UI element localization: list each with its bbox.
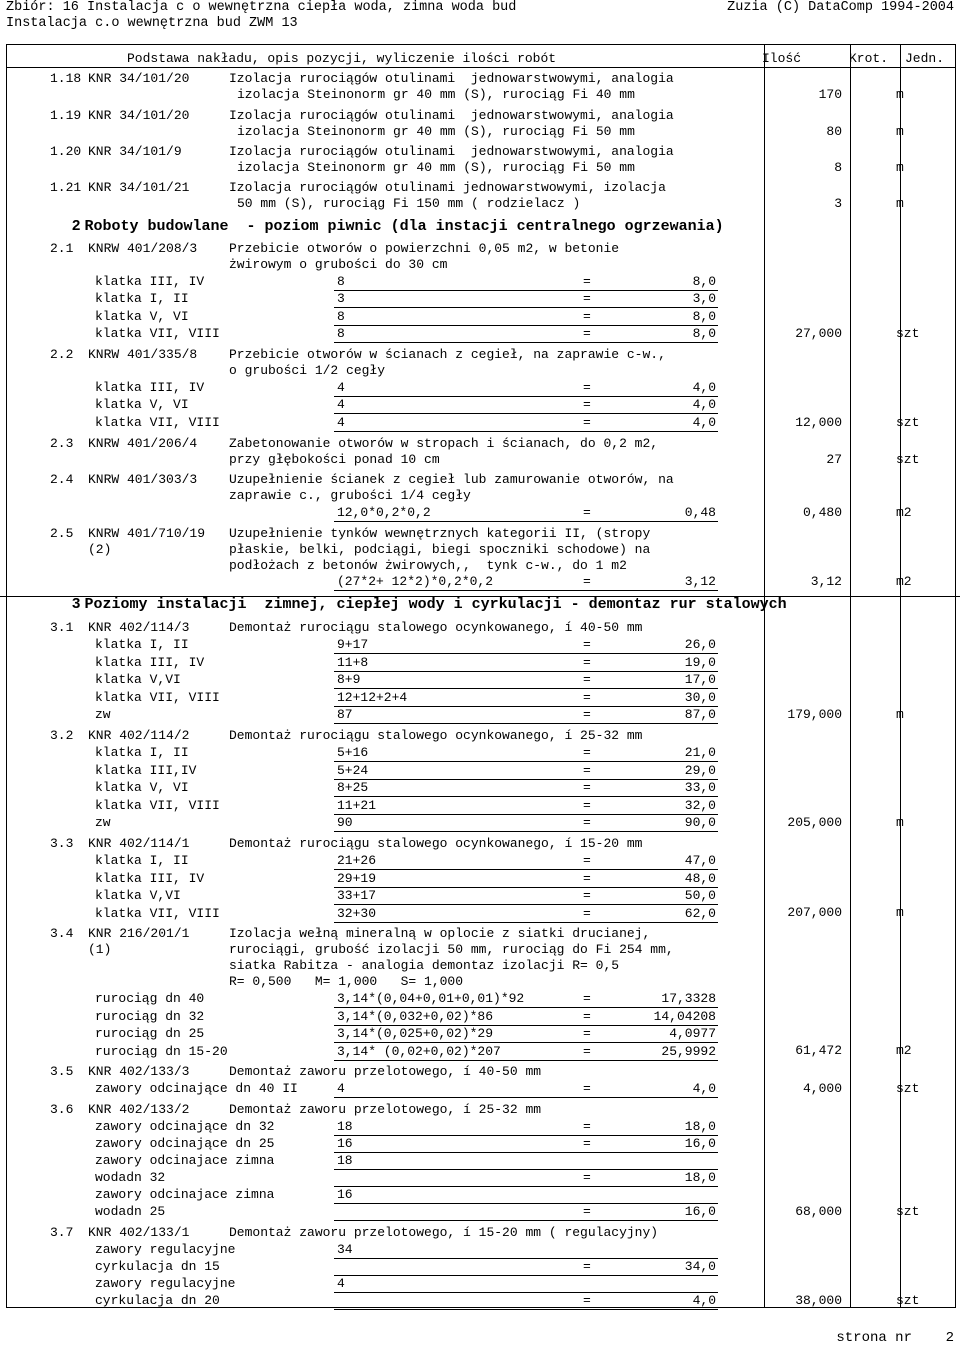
calc-equals: = <box>583 905 591 921</box>
position-description: płaskie, belki, podciągi, biegi spoczniki schodowe) na <box>229 542 651 557</box>
calc-result: 19,0 <box>684 654 716 670</box>
position-description: żwirowym o grubości do 30 cm <box>229 257 448 272</box>
calc-expression: 8+9 <box>337 672 361 687</box>
underline-rule <box>334 1169 718 1170</box>
calc-result: 30,0 <box>684 689 716 705</box>
calc-label: klatka VII, VIII <box>95 414 220 430</box>
position-norm: KNR 402/114/1 <box>88 836 190 851</box>
calc-expression: 8+25 <box>337 780 369 795</box>
calc-equals: = <box>583 780 591 795</box>
calc-expression: 12,0*0,2*0,2 <box>337 505 431 520</box>
underline-rule <box>334 671 718 672</box>
calc-label: klatka V, VI <box>95 308 189 324</box>
position-norm: KNR 34/101/21 <box>88 180 190 195</box>
calc-label: zawory regulacyjne <box>95 1242 236 1257</box>
position-norm: KNR 402/114/3 <box>88 620 190 635</box>
calc-result: 48,0 <box>684 870 716 886</box>
calc-equals: = <box>583 853 591 868</box>
position-quantity: 205,000 <box>787 815 842 830</box>
header-subtitle: Instalacja c.o wewnętrzna bud ZWM 13 <box>6 16 298 31</box>
calc-expression: 16 <box>337 1187 353 1202</box>
calc-label: klatka III, IV <box>95 654 205 670</box>
calc-equals: = <box>583 1204 591 1219</box>
calc-expression: 8 <box>337 325 345 341</box>
underline-rule <box>334 869 718 870</box>
position-unit: m <box>896 815 904 830</box>
calc-label: rurociąg dn 25 <box>95 1026 205 1041</box>
calc-result: 17,0 <box>684 672 716 687</box>
position-description: przy głębokości ponad 10 cm <box>229 452 440 467</box>
calc-expression: 18 <box>337 1153 353 1168</box>
calc-label: klatka VII, VIII <box>95 797 220 813</box>
calc-equals: = <box>583 654 591 670</box>
calc-equals: = <box>583 991 591 1006</box>
underline-rule <box>334 1275 718 1276</box>
position-description: izolacja Steinonorm gr 40 mm (S), rurociąg Fi 40 mm <box>237 87 635 102</box>
calc-expression: 11+21 <box>337 797 377 813</box>
calc-result: 50,0 <box>684 888 716 903</box>
calc-equals: = <box>583 1081 591 1096</box>
position-description: o grubości 1/2 cegły <box>229 363 386 378</box>
calc-expression: (27*2+ 12*2)*0,2*0,2 <box>337 574 494 589</box>
position-norm: KNR 216/201/1 <box>88 926 190 941</box>
calc-equals: = <box>583 1026 591 1041</box>
underline-rule <box>334 521 718 522</box>
position-quantity: 80 <box>826 124 842 139</box>
position-description: izolacja Steinonorm gr 40 mm (S), rurociąg Fi 50 mm <box>237 160 635 175</box>
position-norm: KNR 402/114/2 <box>88 728 190 743</box>
position-description: zaprawie c., grubości 1/4 cegły <box>229 488 471 503</box>
underline-rule <box>334 342 718 343</box>
position-unit: szt <box>896 1204 920 1219</box>
calc-result: 25,9992 <box>661 1043 716 1059</box>
underline-rule <box>334 1309 718 1310</box>
underline-rule <box>334 290 718 291</box>
calc-expression: 87 <box>337 707 353 722</box>
calc-label: rurociąg dn 32 <box>95 1008 205 1024</box>
calc-result: 3,12 <box>684 574 716 589</box>
position-description: Izolacja rurociągów otulinami jednowarstwowymi, analogia <box>229 108 674 123</box>
calc-label: rurociąg dn 40 <box>95 991 205 1006</box>
calc-equals: = <box>583 815 591 830</box>
position-quantity: 4,000 <box>802 1081 842 1096</box>
position-unit: szt <box>896 1293 920 1308</box>
calc-label: klatka I, II <box>95 637 189 652</box>
position-unit: szt <box>896 326 920 341</box>
calc-result: 8,0 <box>692 274 716 289</box>
calc-expression: 33+17 <box>337 888 377 903</box>
calc-expression: 8 <box>337 308 345 324</box>
calc-expression: 21+26 <box>337 853 377 868</box>
position-unit: m2 <box>896 574 912 589</box>
position-norm: KNR 34/101/20 <box>88 71 190 86</box>
calc-result: 87,0 <box>684 707 716 722</box>
column-header-description: Podstawa nakładu, opis pozycji, wyliczenie ilości robót <box>127 51 557 66</box>
column-header-multiplier: Krot. <box>849 51 889 66</box>
position-unit: m2 <box>896 505 912 520</box>
position-quantity: 27 <box>826 452 842 467</box>
section-title: Roboty budowlane - poziom piwnic (dla instacji centralnego ogrzewania) <box>84 218 724 235</box>
calc-equals: = <box>583 274 591 289</box>
calc-result: 16,0 <box>684 1136 716 1151</box>
position-description: Przebicie otworów o powierzchni 0,05 m2, w betonie <box>229 241 620 256</box>
calc-equals: = <box>583 1293 591 1308</box>
position-norm: KNR 402/133/3 <box>88 1064 190 1079</box>
calc-result: 18,0 <box>684 1170 716 1185</box>
calc-equals: = <box>583 762 591 778</box>
calc-label: rurociąg dn 15-20 <box>95 1043 228 1059</box>
calc-label: zw <box>95 815 111 830</box>
calc-result: 16,0 <box>684 1204 716 1219</box>
position-description: Demontaż zaworu przelotowego, í 40-50 mm <box>229 1064 542 1079</box>
position-unit: m <box>896 124 904 139</box>
position-unit: szt <box>896 452 920 467</box>
calc-label: zw <box>95 707 111 722</box>
position-description: Izolacja rurociągów otulinami jednowarstwowymi, analogia <box>229 144 674 159</box>
position-description: R= 0,500 M= 1,000 S= 1,000 <box>229 974 464 989</box>
calc-equals: = <box>583 745 591 760</box>
calc-result: 8,0 <box>692 325 716 341</box>
calc-expression: 90 <box>337 815 353 830</box>
position-description: Przebicie otworów w ścianach z cegieł, na zaprawie c-w., <box>229 347 666 362</box>
position-number: 1.20 <box>50 144 82 159</box>
position-description: Izolacja rurociągów otulinami jednowarstwowymi, analogia <box>229 71 674 86</box>
position-description: Izolacja rurociągów otulinami jednowarstwowymi, izolacja <box>229 180 666 195</box>
underline-rule <box>334 1292 718 1293</box>
calc-expression: 9+17 <box>337 637 369 652</box>
calc-label: klatka V,VI <box>95 672 181 687</box>
position-quantity: 0,480 <box>802 505 842 520</box>
header-rule <box>7 67 955 68</box>
calc-equals: = <box>583 870 591 886</box>
calc-expression: 4 <box>337 397 345 413</box>
calc-label: zawory regulacyjne <box>95 1276 236 1291</box>
calc-equals: = <box>583 308 591 324</box>
column-divider <box>764 45 765 1307</box>
calc-result: 90,0 <box>684 815 716 830</box>
position-norm-suffix: (1) <box>88 942 112 957</box>
position-quantity: 8 <box>834 160 842 175</box>
position-number: 3.4 <box>50 926 74 941</box>
position-description: Uzupełnienie tynków wewnętrznych kategorii II, (stropy <box>229 526 651 541</box>
calc-equals: = <box>583 291 591 307</box>
underline-rule <box>334 761 718 762</box>
position-norm-suffix: (2) <box>88 542 112 557</box>
position-unit: m2 <box>896 1043 912 1058</box>
position-norm: KNRW 401/206/4 <box>88 436 198 451</box>
calc-result: 4,0 <box>692 1293 716 1308</box>
position-quantity: 3,12 <box>810 574 842 589</box>
position-description: Demontaż zaworu przelotowego, í 25-32 mm <box>229 1102 542 1117</box>
calc-equals: = <box>583 505 591 520</box>
calc-equals: = <box>583 797 591 813</box>
calc-result: 4,0 <box>692 414 716 430</box>
underline-rule <box>334 325 718 326</box>
calc-expression: 32+30 <box>337 905 377 921</box>
calc-equals: = <box>583 672 591 687</box>
position-number: 3.6 <box>50 1102 74 1117</box>
position-number: 3.5 <box>50 1064 74 1079</box>
underline-rule <box>334 779 718 780</box>
calc-label: klatka III, IV <box>95 380 205 395</box>
calc-result: 17,3328 <box>661 991 716 1006</box>
position-description: podłożach z betonów żwirowych,, tynk c-w., do 1 m2 <box>229 558 627 573</box>
underline-rule <box>334 653 718 654</box>
position-number: 3.1 <box>50 620 74 635</box>
calc-expression: 4 <box>337 380 345 395</box>
position-number: 1.21 <box>50 180 82 195</box>
calc-label: klatka VII, VIII <box>95 325 220 341</box>
calc-equals: = <box>583 414 591 430</box>
calc-label: zawory odcinajace zimna <box>95 1187 275 1202</box>
calc-expression: 12+12+2+4 <box>337 689 408 705</box>
calc-expression: 16 <box>337 1136 353 1151</box>
calc-label: klatka VII, VIII <box>95 689 220 705</box>
position-number: 2.2 <box>50 347 74 362</box>
calc-result: 4,0 <box>692 397 716 413</box>
calc-label: cyrkulacja dn 20 <box>95 1293 220 1308</box>
underline-rule <box>334 706 718 707</box>
underline-rule <box>334 1186 718 1187</box>
calc-result: 32,0 <box>684 797 716 813</box>
calc-expression: 34 <box>337 1242 353 1257</box>
underline-rule <box>334 1220 718 1221</box>
calc-equals: = <box>583 1119 591 1134</box>
underline-rule <box>334 723 718 724</box>
position-number: 1.19 <box>50 108 82 123</box>
position-number: 2.1 <box>50 241 74 256</box>
position-number: 2.3 <box>50 436 74 451</box>
position-norm: KNRW 401/710/19 <box>88 526 206 541</box>
position-quantity: 179,000 <box>787 707 842 722</box>
calc-label: wodadn 25 <box>95 1204 166 1219</box>
calc-expression: 11+8 <box>337 654 369 670</box>
calc-result: 4,0 <box>692 1081 716 1096</box>
section-heading <box>72 596 787 613</box>
calc-result: 4,0977 <box>669 1026 716 1041</box>
calc-equals: = <box>583 1136 591 1151</box>
calc-label: zawory odcinające dn 40 II <box>95 1081 298 1096</box>
calc-expression: 4 <box>337 414 345 430</box>
calc-result: 33,0 <box>684 780 716 795</box>
position-norm: KNR 34/101/9 <box>88 144 182 159</box>
calc-expression: 3,14*(0,025+0,02)*29 <box>337 1026 494 1041</box>
column-header-unit: Jedn. <box>905 51 945 66</box>
position-unit: m <box>896 905 904 920</box>
calc-label: cyrkulacja dn 15 <box>95 1259 220 1274</box>
position-quantity: 12,000 <box>795 415 842 430</box>
calc-equals: = <box>583 689 591 705</box>
calc-result: 14,04208 <box>653 1008 716 1024</box>
calc-result: 21,0 <box>684 745 716 760</box>
position-quantity: 38,000 <box>795 1293 842 1308</box>
underline-rule <box>334 796 718 797</box>
position-unit: szt <box>896 1081 920 1096</box>
position-unit: szt <box>896 415 920 430</box>
calc-label: zawory odcinajace zimna <box>95 1153 275 1168</box>
calc-expression: 4 <box>337 1276 345 1291</box>
calc-label: klatka I, II <box>95 745 189 760</box>
position-quantity: 207,000 <box>787 905 842 920</box>
underline-rule <box>334 1152 718 1153</box>
page-number <box>836 1330 954 1346</box>
calc-expression: 3 <box>337 291 345 307</box>
calc-label: wodadn 32 <box>95 1170 166 1185</box>
calc-label: klatka III, IV <box>95 870 205 886</box>
position-number: 2.4 <box>50 472 74 487</box>
calc-equals: = <box>583 1008 591 1024</box>
underline-rule <box>334 887 718 888</box>
page-value: 2 <box>945 1330 954 1346</box>
position-description: Demontaż rurociągu stalowego ocynkowanego, í 25-32 mm <box>229 728 643 743</box>
calc-expression: 29+19 <box>337 870 377 886</box>
underline-rule <box>334 831 718 832</box>
calc-equals: = <box>583 637 591 652</box>
underline-rule <box>334 904 718 905</box>
position-norm: KNR 402/133/1 <box>88 1225 190 1240</box>
position-number: 1.18 <box>50 71 82 86</box>
underline-rule <box>334 413 718 414</box>
position-description: Izolacja wełną mineralną w oplocie z siatki drucianej, <box>229 926 651 941</box>
column-header-quantity: Ilość <box>762 51 802 66</box>
position-number: 2.5 <box>50 526 74 541</box>
underline-rule <box>334 922 718 923</box>
calc-label: klatka III,IV <box>95 762 197 778</box>
position-unit: m <box>896 707 904 722</box>
calc-result: 26,0 <box>684 637 716 652</box>
underline-rule <box>334 1135 718 1136</box>
position-description: izolacja Steinonorm gr 40 mm (S), rurociąg Fi 50 mm <box>237 124 635 139</box>
calc-expression: 3,14* (0,02+0,02)*207 <box>337 1043 501 1059</box>
calc-equals: = <box>583 1259 591 1274</box>
calc-label: klatka V, VI <box>95 397 189 413</box>
calc-expression: 5+24 <box>337 762 369 778</box>
position-quantity: 61,472 <box>795 1043 842 1058</box>
position-unit: m <box>896 160 904 175</box>
underline-rule <box>334 590 718 591</box>
calc-result: 47,0 <box>684 853 716 868</box>
calc-label: zawory odcinające dn 25 <box>95 1136 275 1151</box>
calc-label: zawory odcinające dn 32 <box>95 1119 275 1134</box>
position-description: Zabetonowanie otworów w stropach i ścianach, do 0,2 m2, <box>229 436 659 451</box>
calc-expression: 3,14*(0,032+0,02)*86 <box>337 1008 494 1024</box>
header-title: Zbiór: 16 Instalacja c o wewnętrzna ciepła woda, zimna woda bud <box>6 0 517 15</box>
section-number: 2 <box>72 217 85 234</box>
position-norm: KNR 34/101/20 <box>88 108 190 123</box>
calc-equals: = <box>583 574 591 589</box>
underline-rule <box>334 1097 718 1098</box>
calc-result: 18,0 <box>684 1119 716 1134</box>
section-heading <box>72 218 724 235</box>
position-description: rurociągi, grubość izolacji 50 mm, rurociąg do Fi 254 mm, <box>229 942 674 957</box>
position-norm: KNRW 401/208/3 <box>88 241 198 256</box>
position-quantity: 170 <box>818 87 842 102</box>
calc-equals: = <box>583 707 591 722</box>
calc-label: klatka VII, VIII <box>95 905 220 921</box>
calc-equals: = <box>583 888 591 903</box>
underline-rule <box>334 1203 718 1204</box>
calc-label: klatka I, II <box>95 291 189 307</box>
underline-rule <box>334 307 718 308</box>
calc-label: klatka I, II <box>95 853 189 868</box>
page-label: strona nr <box>836 1330 912 1346</box>
position-description: Demontaż rurociągu stalowego ocynkowanego, í 15-20 mm <box>229 836 643 851</box>
position-norm: KNR 402/133/2 <box>88 1102 190 1117</box>
section-number: 3 <box>72 595 85 612</box>
calc-expression: 18 <box>337 1119 353 1134</box>
calc-equals: = <box>583 325 591 341</box>
underline-rule <box>334 431 718 432</box>
calc-expression: 5+16 <box>337 745 369 760</box>
position-unit: m <box>896 196 904 211</box>
calc-result: 3,0 <box>692 291 716 307</box>
calc-result: 62,0 <box>684 905 716 921</box>
calc-equals: = <box>583 380 591 395</box>
calc-label: klatka V,VI <box>95 888 181 903</box>
position-description: 50 mm (S), rurociąg Fi 150 mm ( rodzielacz ) <box>237 196 581 211</box>
position-quantity: 27,000 <box>795 326 842 341</box>
position-description: Uzupełnienie ścianek z cegieł lub zamurowanie otworów, na <box>229 472 674 487</box>
calc-equals: = <box>583 397 591 413</box>
calc-equals: = <box>583 1170 591 1185</box>
position-description: Demontaż zaworu przelotowego, í 15-20 mm ( regulacyjny) <box>229 1225 659 1240</box>
calc-expression: 3,14*(0,04+0,01+0,01)*92 <box>337 991 525 1006</box>
underline-rule <box>334 1060 718 1061</box>
position-number: 3.3 <box>50 836 74 851</box>
calc-result: 8,0 <box>692 308 716 324</box>
position-quantity: 3 <box>834 196 842 211</box>
underline-rule <box>0 596 960 597</box>
position-number: 3.2 <box>50 728 74 743</box>
calc-result: 0,48 <box>684 505 716 520</box>
calc-expression: 8 <box>337 274 345 289</box>
calc-expression: 4 <box>337 1081 345 1096</box>
column-divider <box>900 45 901 1307</box>
position-unit: m <box>896 87 904 102</box>
underline-rule <box>334 814 718 815</box>
position-norm: KNRW 401/335/8 <box>88 347 198 362</box>
position-norm: KNRW 401/303/3 <box>88 472 198 487</box>
section-title: Poziomy instalacji zimnej, ciepłej wody i cyrkulacji - demontaz rur stalowych <box>84 596 787 613</box>
calc-label: klatka III, IV <box>95 274 205 289</box>
calc-equals: = <box>583 1043 591 1059</box>
position-description: siatka Rabitza - analogia demontaz izolacji R= 0,5 <box>229 958 620 973</box>
header-copyright: Zuzia (C) DataComp 1994-2004 <box>727 0 954 15</box>
position-description: Demontaż rurociągu stalowego ocynkowanego, í 40-50 mm <box>229 620 643 635</box>
calc-label: klatka V, VI <box>95 780 189 795</box>
calc-result: 34,0 <box>684 1259 716 1274</box>
column-divider <box>850 45 851 1307</box>
position-number: 3.7 <box>50 1225 74 1240</box>
calc-result: 4,0 <box>692 380 716 395</box>
underline-rule <box>334 396 718 397</box>
position-quantity: 68,000 <box>795 1204 842 1219</box>
underline-rule <box>334 1258 718 1259</box>
calc-result: 29,0 <box>684 762 716 778</box>
